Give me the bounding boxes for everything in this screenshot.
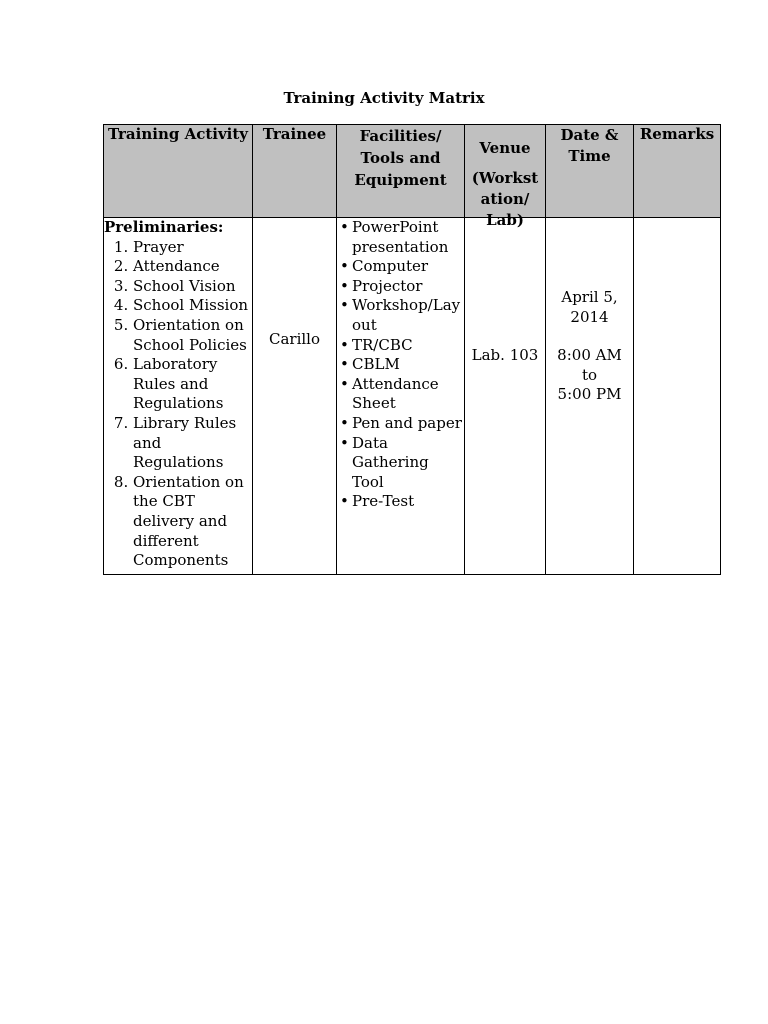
table-row — [104, 218, 721, 575]
list-item: • PowerPoint presentation — [352, 218, 464, 257]
header-venue: Venue (Workst ation/ Lab) — [465, 125, 546, 218]
trainee-name: Carillo — [268, 330, 320, 348]
list-item: • Computer — [352, 257, 464, 277]
list-item: 3. School Vision — [133, 277, 252, 297]
venue-value: Lab. 103 — [471, 346, 539, 364]
list-item: 2. Attendance — [133, 257, 252, 277]
time-start: 8:00 AM — [557, 346, 622, 365]
date-time-cell — [546, 218, 634, 575]
venue-cell — [465, 218, 546, 575]
list-item: • TR/CBC — [352, 336, 464, 356]
time-to: to — [581, 365, 598, 384]
header-date-time: Date & Time — [546, 125, 634, 218]
preliminaries-label: Preliminaries: — [104, 218, 224, 236]
time-end: 5:00 PM — [557, 385, 622, 404]
tools-list — [337, 218, 464, 512]
list-item: • Workshop/Layout — [352, 296, 464, 335]
training-activity-cell — [104, 218, 253, 575]
list-item: 6. Laboratory Rules and Regulations — [133, 355, 252, 414]
trainee-cell — [253, 218, 337, 575]
list-item: • CBLM — [352, 355, 464, 375]
training-activity-matrix — [103, 124, 721, 575]
header-trainee: Trainee — [253, 125, 337, 218]
remarks-cell — [634, 218, 721, 575]
list-item: • Pre-Test — [352, 492, 464, 512]
header-training-activity: Training Activity — [104, 125, 253, 218]
list-item: • Projector — [352, 277, 464, 297]
header-facilities: Facilities/ Tools and Equipment — [337, 125, 465, 218]
list-item: • Data Gathering Tool — [352, 434, 464, 493]
list-item: 8. Orientation on the CBT delivery and different Components — [133, 473, 252, 571]
activity-list — [104, 238, 252, 571]
header-row — [104, 125, 721, 218]
date-value: April 5, 2014 — [561, 288, 618, 326]
list-item: 4. School Mission — [133, 296, 252, 316]
facilities-cell — [337, 218, 465, 575]
list-item: • Pen and paper — [352, 414, 464, 434]
list-item: 7. Library Rules and Regulations — [133, 414, 252, 473]
list-item: 1. Prayer — [133, 238, 252, 258]
list-item: • Attendance Sheet — [352, 375, 464, 414]
list-item: 5. Orientation on School Policies — [133, 316, 252, 355]
header-remarks: Remarks — [634, 125, 721, 218]
document-title: Training Activity Matrix — [283, 89, 485, 107]
